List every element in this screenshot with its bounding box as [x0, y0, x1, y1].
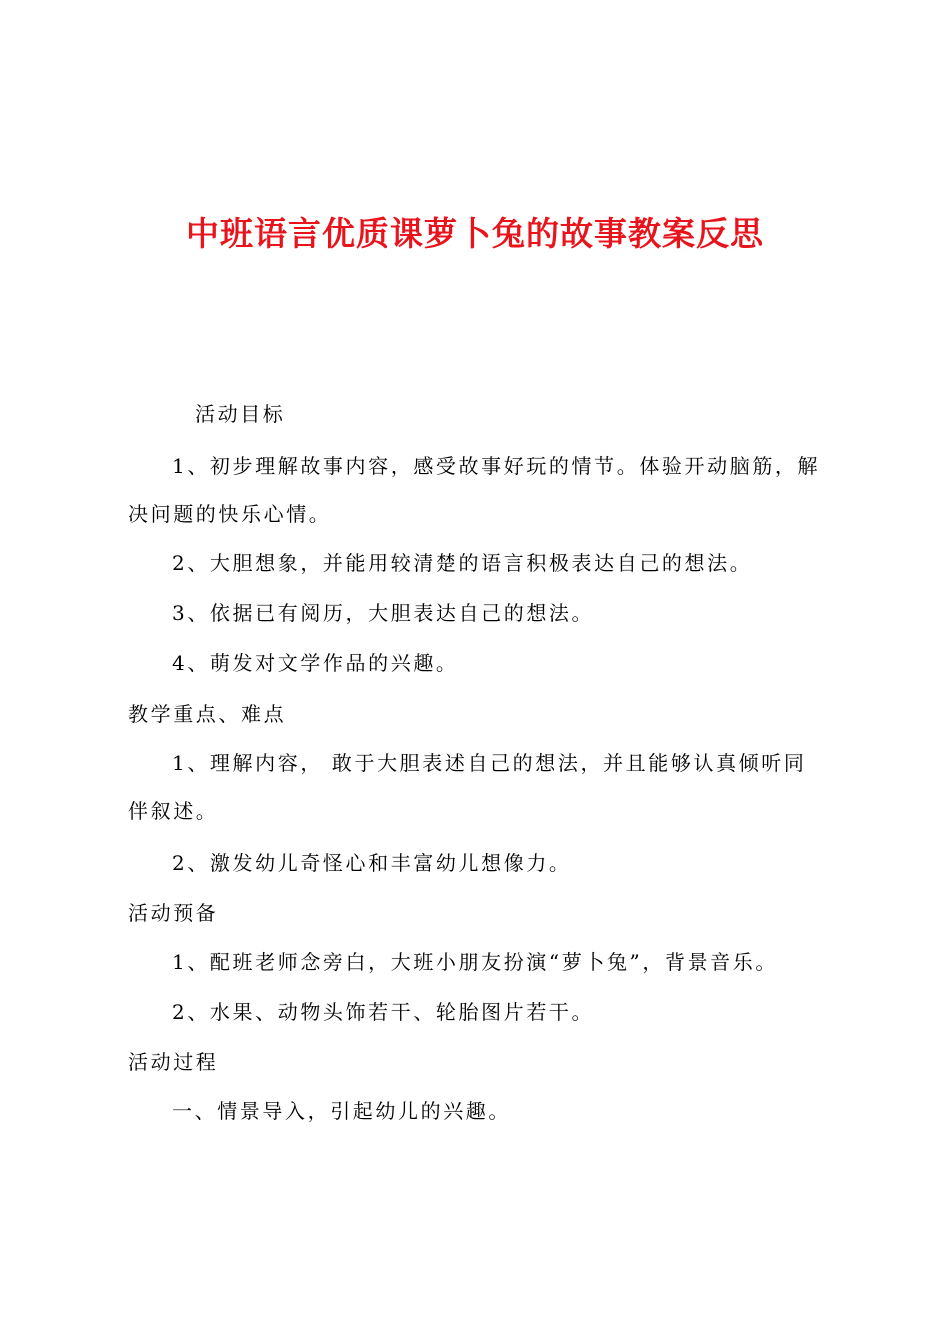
goal-item-4: 4、萌发对文学作品的兴趣。 — [172, 651, 459, 675]
goal-item-1: 1、初步理解故事内容，感受故事好玩的情节。体验开动脑筋，解决问题的快乐心情。 — [128, 454, 821, 526]
preparation-item-2: 2、水果、动物头饰若干、轮胎图片若干。 — [172, 1000, 595, 1024]
goal-item-2: 2、大胆想象，并能用较清楚的语言积极表达自己的想法。 — [172, 551, 753, 575]
process-item-1: 一、情景导入，引起幼儿的兴趣。 — [172, 1099, 511, 1123]
preparation-item-1: 1、配班老师念旁白，大班小朋友扮演“萝卜兔”，背景音乐。 — [172, 950, 778, 974]
document-title: 中班语言优质课萝卜兔的故事教案反思 — [186, 214, 764, 253]
key-point-item-2: 2、激发幼儿奇怪心和丰富幼儿想像力。 — [172, 851, 572, 875]
key-point-item-1: 1、理解内容， 敢于大胆表述自己的想法，并且能够认真倾听同伴叙述。 — [128, 751, 807, 823]
key-points-heading: 教学重点、难点 — [128, 702, 287, 726]
preparation-heading: 活动预备 — [128, 901, 219, 925]
process-heading: 活动过程 — [128, 1050, 219, 1074]
goals-heading: 活动目标 — [195, 402, 286, 426]
goal-item-3: 3、依据已有阅历，大胆表达自己的想法。 — [172, 601, 595, 625]
